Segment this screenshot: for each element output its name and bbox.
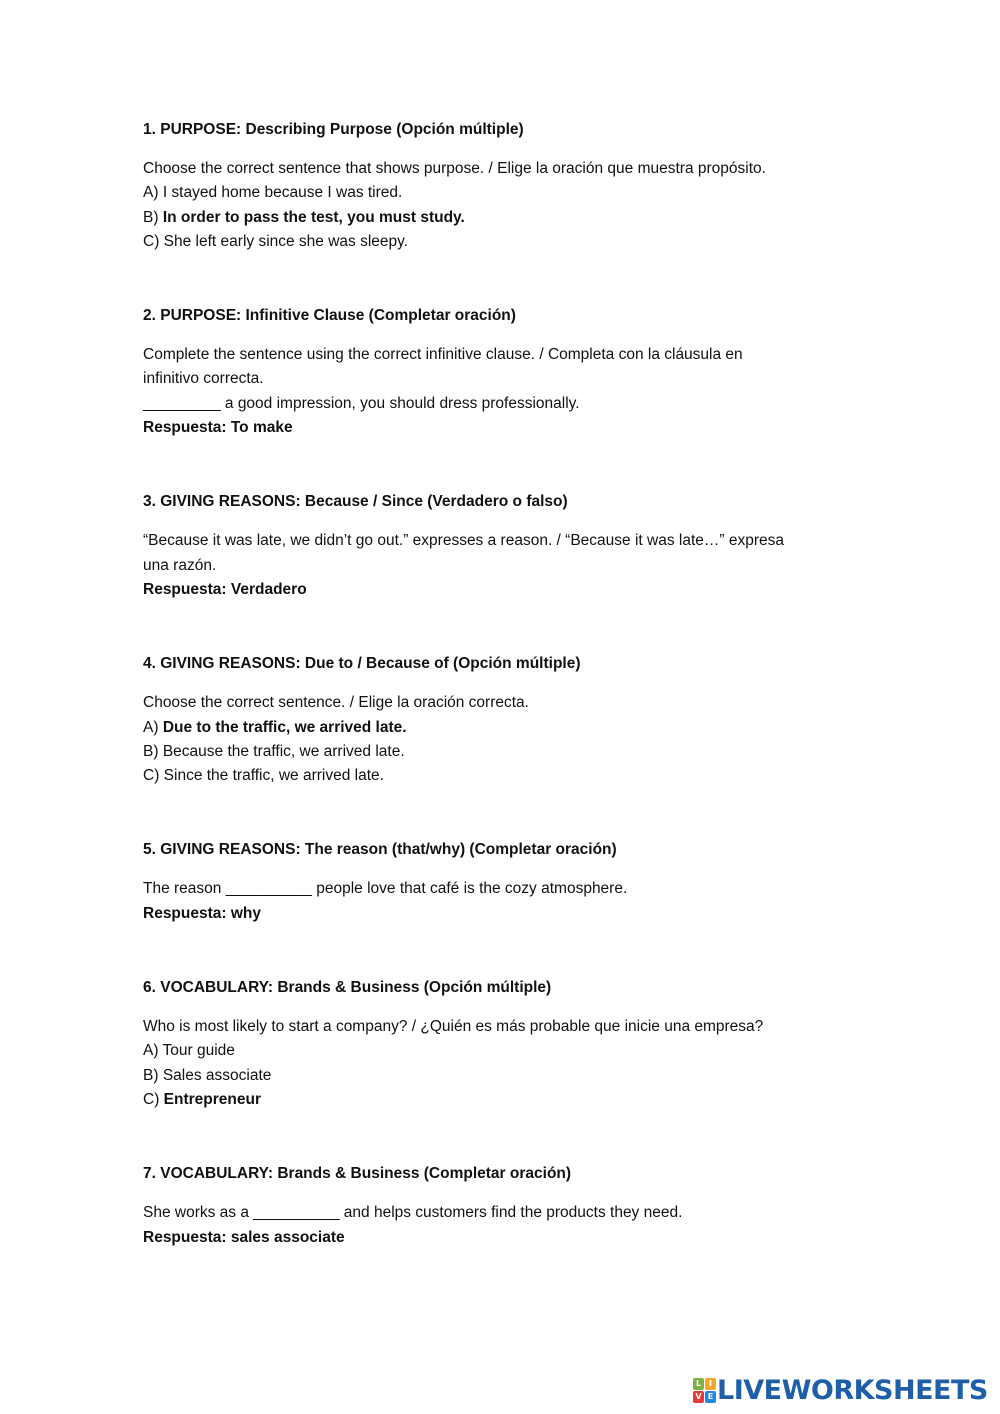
logo-text: LIVEWORKSHEETS [717, 1374, 988, 1406]
line-text: una razón. [143, 556, 217, 574]
line-text: Choose the correct sentence. / Elige la oración correcta. [143, 694, 529, 712]
question-text [143, 343, 863, 367]
question-heading: 7. VOCABULARY: Brands & Business (Completar oración) [143, 1165, 572, 1183]
question-section [143, 977, 863, 1112]
question-text [143, 392, 863, 416]
option-letter: B) [143, 208, 163, 226]
option-letter: A) [143, 184, 163, 202]
line-text: Respuesta: To make [143, 419, 293, 437]
logo-mark-tile: V [693, 1391, 704, 1403]
line-text: Complete the sentence using the correct infinitive clause. / Completa con la cláusula en [143, 346, 743, 364]
line-text: Because the traffic, we arrived late. [162, 742, 405, 760]
question-section [143, 653, 863, 788]
line-text: Respuesta: sales associate [143, 1228, 345, 1246]
question-section [143, 1163, 863, 1250]
question-section [143, 839, 863, 926]
question-section [143, 119, 863, 254]
question-heading: 4. GIVING REASONS: Due to / Because of (Opción múltiple) [143, 655, 581, 673]
option-letter: C) [143, 1090, 164, 1108]
question-heading: 3. GIVING REASONS: Because / Since (Verdadero o falso) [143, 493, 568, 511]
logo-mark-tile: E [705, 1391, 716, 1403]
line-text: Since the traffic, we arrived late. [163, 767, 384, 785]
liveworksheets-logo [693, 1374, 988, 1406]
answer-key [143, 1226, 863, 1250]
option-letter: B) [143, 742, 163, 760]
line-text: Entrepreneur [163, 1090, 262, 1108]
question-heading: 2. PURPOSE: Infinitive Clause (Completar oración) [143, 307, 516, 325]
line-text: She left early since she was sleepy. [163, 232, 409, 250]
logo-mark-tile: I [705, 1378, 716, 1390]
line-text: The reason __________ people love that café is the cozy atmosphere. [143, 880, 628, 898]
answer-option [143, 716, 863, 740]
line-text: Choose the correct sentence that shows purpose. / Elige la oración que muestra propósito. [143, 160, 766, 177]
line-text: Respuesta: Verdadero [143, 580, 307, 598]
question-text [143, 1201, 863, 1225]
answer-key [143, 578, 863, 602]
answer-option [143, 1064, 863, 1088]
answer-option [143, 181, 863, 205]
question-text [143, 367, 863, 391]
line-text: Sales associate [162, 1066, 272, 1084]
answer-option [143, 764, 863, 788]
question-heading: 5. GIVING REASONS: The reason (that/why) (Completar oración) [143, 841, 617, 859]
option-letter: A) [143, 718, 163, 736]
question-text [143, 529, 863, 553]
line-text: “Because it was late, we didn’t go out.” expresses a reason. / “Because it was late…” expresa [143, 532, 784, 550]
logo-mark-tile: L [693, 1378, 704, 1390]
answer-option [143, 230, 863, 254]
question-section [143, 491, 863, 602]
line-text: Tour guide [162, 1042, 235, 1060]
line-text: She works as a __________ and helps customers find the products they need. [143, 1204, 683, 1222]
answer-key [143, 902, 863, 926]
worksheet-content [143, 119, 863, 1250]
answer-option [143, 206, 863, 230]
line-text: Respuesta: why [143, 904, 262, 922]
answer-option [143, 740, 863, 764]
line-text: infinitivo correcta. [143, 370, 264, 388]
question-text [143, 1015, 863, 1039]
line-text: _________ a good impression, you should dress professionally. [143, 394, 580, 412]
question-text [143, 877, 863, 901]
line-text: Due to the traffic, we arrived late. [162, 718, 407, 736]
line-text: In order to pass the test, you must study. [162, 208, 465, 226]
question-text [143, 691, 863, 715]
question-text [143, 157, 863, 181]
question-section [143, 305, 863, 440]
option-letter: C) [143, 767, 164, 785]
line-text: Who is most likely to start a company? / ¿Quién es más probable que inicie una empresa? [143, 1018, 764, 1036]
option-letter: A) [143, 1042, 163, 1060]
answer-key [143, 416, 863, 440]
question-heading: 1. PURPOSE: Describing Purpose (Opción múltiple) [143, 121, 524, 138]
question-heading: 6. VOCABULARY: Brands & Business (Opción múltiple) [143, 979, 552, 997]
answer-option [143, 1088, 863, 1112]
option-letter: B) [143, 1066, 163, 1084]
answer-option [143, 1039, 863, 1063]
liveworksheets-logo-icon [693, 1378, 715, 1402]
question-text [143, 554, 863, 578]
line-text: I stayed home because I was tired. [162, 184, 403, 202]
option-letter: C) [143, 232, 164, 250]
